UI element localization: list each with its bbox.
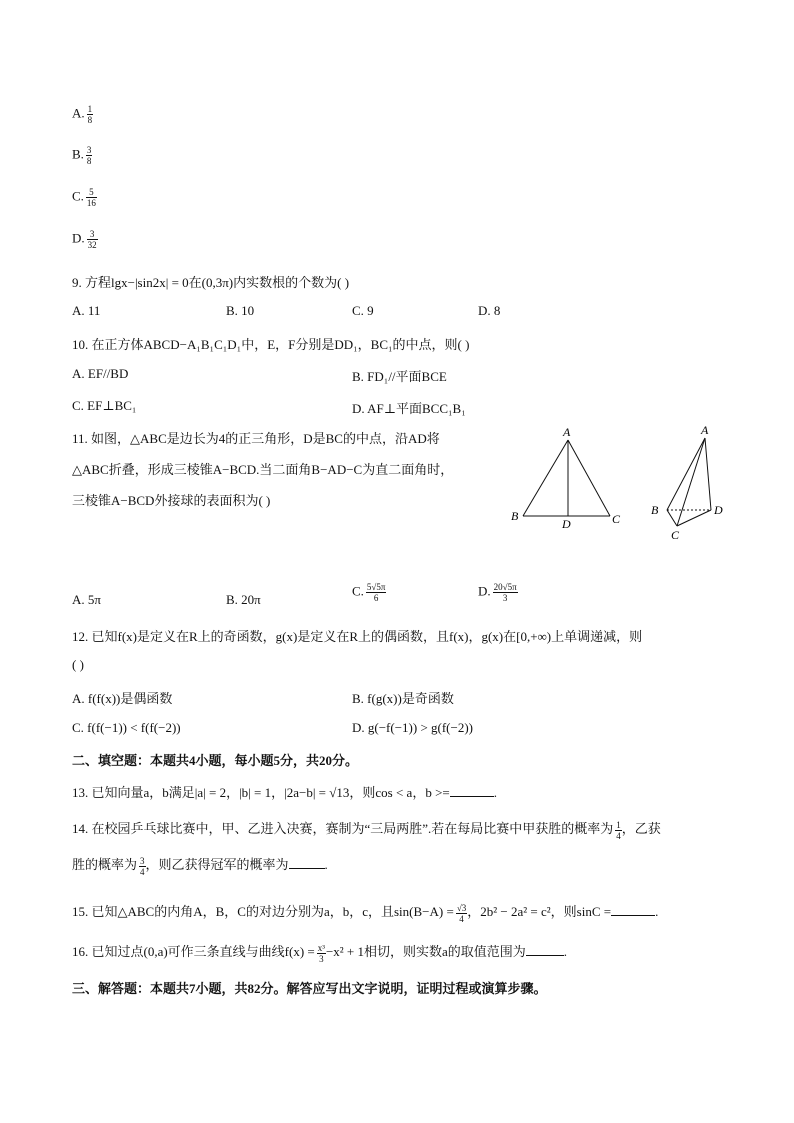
q13-stem: 13. 已知向量a，b满足|a| = 2，|b| = 1，|2a−b| = √13，则cos < a，b >= . bbox=[72, 785, 497, 800]
q9-option-b: B. 10 bbox=[226, 303, 255, 318]
section-heading-fill-in: 二、填空题：本题共4小题，每小题5分，共20分。 bbox=[72, 753, 359, 768]
label-c: C bbox=[671, 528, 680, 542]
q12-stem: 12. 已知f(x)是定义在R上的奇函数，g(x)是定义在R上的偶函数，且f(x)，g(x)在[0,+∞)上单调递减，则 bbox=[72, 629, 643, 644]
q12-option-c: C. f(f(−1)) < f(f(−2)) bbox=[72, 720, 181, 735]
fraction: $\frac{3}{4}$ bbox=[140, 855, 145, 877]
q14-line1: 14. 在校园乒乓球比赛中，甲、乙进入决赛，赛制为“三局两胜”.若在每局比赛中甲获胜的概率为 $\frac{1}{4}$ ，乙获 bbox=[72, 819, 661, 841]
q10-option-a: A. EF//BD bbox=[72, 366, 129, 381]
fraction: $\frac{1}{8}$ bbox=[87, 104, 93, 125]
q10-option-d: D. AF⊥平面BCC₁B₁ bbox=[352, 401, 466, 416]
section-heading-solutions: 三、解答题：本题共7小题，共82分。解答应写出文字说明，证明过程或演算步骤。 bbox=[72, 981, 547, 996]
q11-line1: 11. 如图，△ABC是边长为4的正三角形，D是BC的中点，沿AD将 bbox=[72, 431, 440, 446]
q8-option-a: A. $\frac{1}{8}$ bbox=[72, 104, 93, 125]
q9-option-a: A. 11 bbox=[72, 303, 101, 318]
label-b: B bbox=[651, 503, 659, 517]
q9-option-c: C. 9 bbox=[352, 303, 374, 318]
q10-stem: 10. 在正方体ABCD−A₁B₁C₁D₁中，E，F分别是DD₁，BC₁的中点，则( ) bbox=[72, 337, 470, 352]
fraction: $\frac{1}{4}$ bbox=[616, 819, 621, 841]
q11-option-d: D. $\frac{20√5\pi}{3}$ bbox=[478, 582, 517, 603]
answer-blank bbox=[526, 955, 564, 956]
label-c: C bbox=[612, 512, 621, 526]
label-b: B bbox=[511, 509, 519, 523]
q12-option-a: A. f(f(x))是偶函数 bbox=[72, 691, 173, 706]
q9-stem: 9. 方程lgx−|sin2x| = 0在(0,3π)内实数根的个数为( ) bbox=[72, 275, 350, 290]
fraction: $\frac{\text{x³}}{3}$ bbox=[317, 942, 325, 964]
tetrahedron-figure bbox=[645, 420, 730, 545]
q11-line3: 三棱锥A−BCD外接球的表面积为( ) bbox=[72, 493, 271, 508]
q9-option-d: D. 8 bbox=[478, 303, 501, 318]
q8-option-d: D. $\frac{3}{32}$ bbox=[72, 229, 97, 250]
fraction: $\frac{5√5\pi}{6}$ bbox=[366, 582, 386, 603]
q14-line2: 胜的概率为 $\frac{3}{4}$ ，则乙获得冠军的概率为 . bbox=[72, 855, 328, 877]
q8-option-b: B. $\frac{3}{8}$ bbox=[72, 145, 92, 166]
q11-option-a: A. 5π bbox=[72, 592, 101, 607]
q12-option-d: D. g(−f(−1)) > g(f(−2)) bbox=[352, 720, 474, 735]
q16-stem: 16. 已知过点(0,a)可作三条直线与曲线f(x) = $\frac{\text{x³}}{3}$ −x² + 1相切，则实数a的取值范围为 . bbox=[72, 942, 568, 964]
q12-option-b: B. f(g(x))是奇函数 bbox=[352, 691, 454, 706]
fraction: $\frac{20√5\pi}{3}$ bbox=[493, 582, 517, 603]
answer-blank bbox=[450, 796, 494, 797]
q12-paren: ( ) bbox=[72, 657, 84, 672]
answer-blank bbox=[289, 868, 325, 869]
label-a: A bbox=[701, 423, 709, 437]
fraction: $\frac{3}{8}$ bbox=[86, 145, 92, 166]
fraction: $\frac{√3}{4}$ bbox=[456, 902, 467, 924]
q8-option-c: C. $\frac{5}{16}$ bbox=[72, 187, 96, 208]
q10-option-c: C. EF⊥BC₁ bbox=[72, 398, 137, 413]
q10-option-b: B. FD₁//平面BCE bbox=[352, 369, 447, 384]
answer-blank bbox=[611, 915, 655, 916]
label-a: A bbox=[563, 425, 571, 439]
fraction: $\frac{3}{32}$ bbox=[87, 229, 97, 250]
triangle-figure bbox=[505, 420, 630, 535]
fraction: $\frac{5}{16}$ bbox=[86, 187, 96, 208]
q15-stem: 15. 已知△ABC的内角A，B，C的对边分别为a，b，c，且sin(B−A) = $\frac{√3}{4}$ ，2b² − 2a² = c²，则sinC = . bbox=[72, 902, 659, 924]
label-d: D bbox=[714, 503, 723, 517]
q11-line2: △ABC折叠，形成三棱锥A−BCD.当二面角B−AD−C为直二面角时， bbox=[72, 462, 454, 477]
q11-option-c: C. $\frac{5√5\pi}{6}$ bbox=[352, 582, 386, 603]
q11-option-b: B. 20π bbox=[226, 592, 261, 607]
label-d: D bbox=[562, 517, 571, 531]
